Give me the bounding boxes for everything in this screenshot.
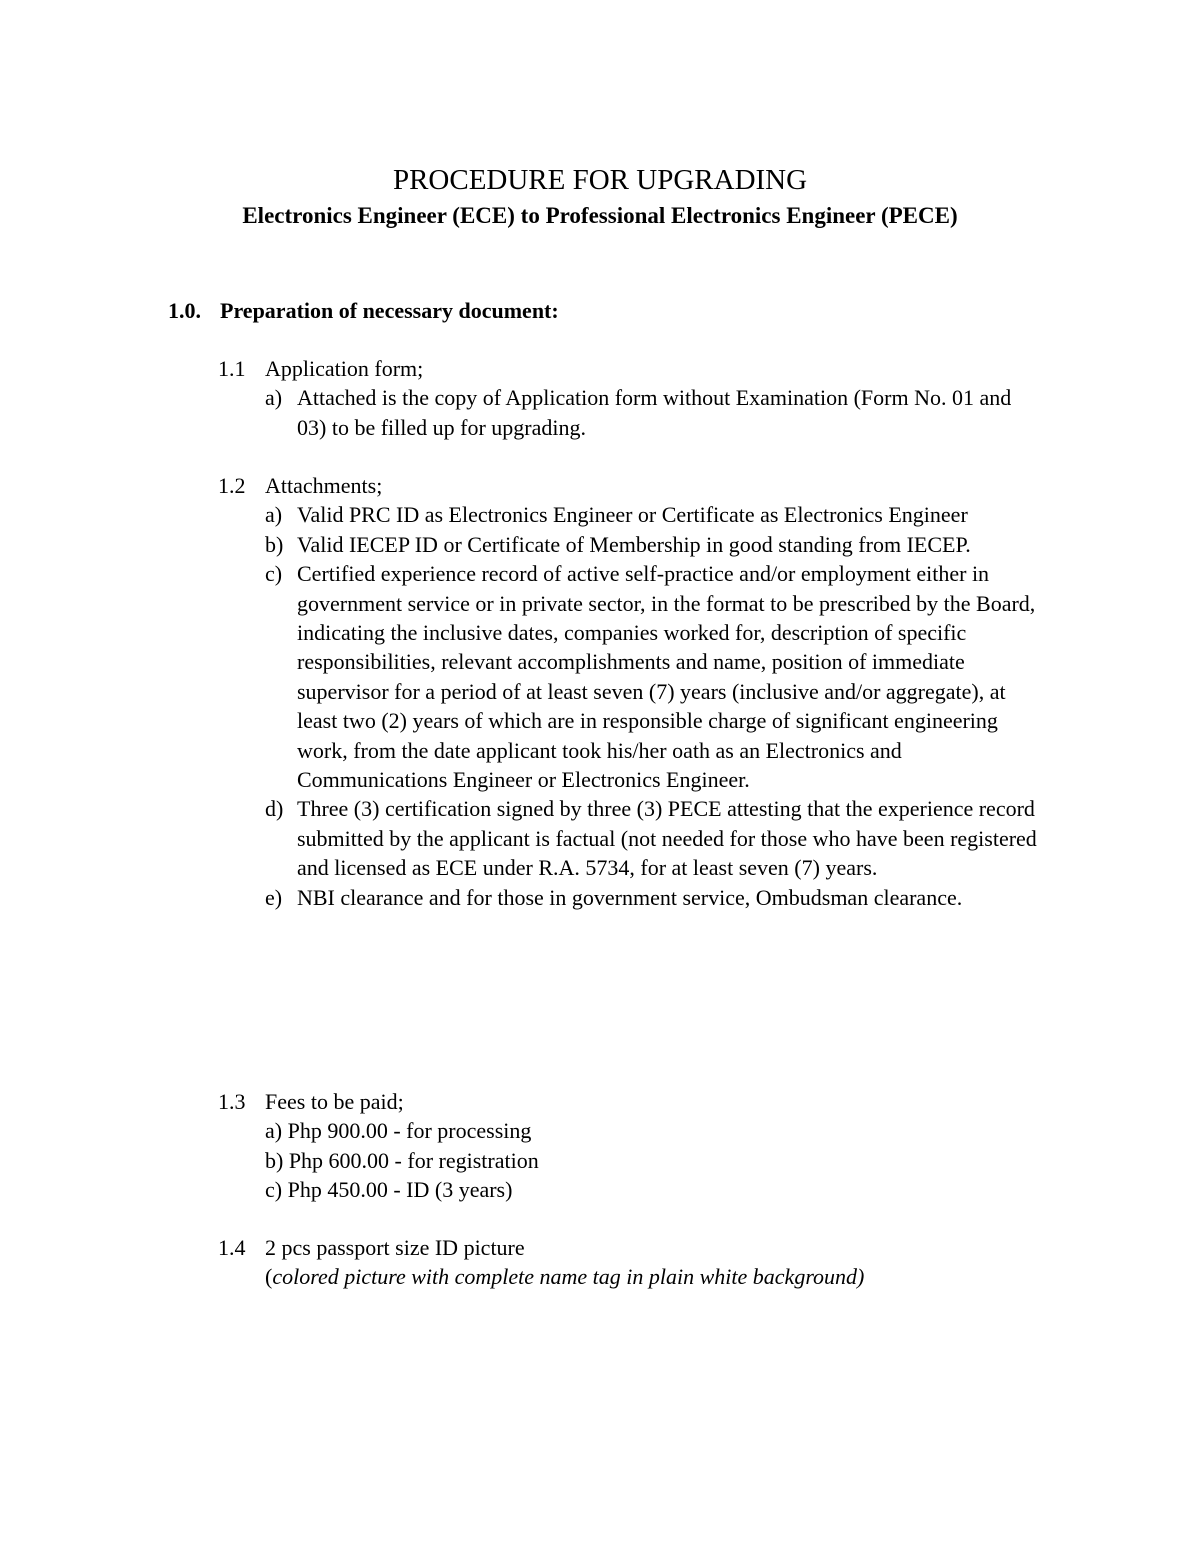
picture-note [218, 1262, 1038, 1291]
note-text: colored picture with complete name tag in plain white background) [272, 1264, 865, 1290]
fee-item: c) Php 450.00 - ID (3 years) [265, 1177, 513, 1203]
subsection-number: 1.1 [218, 356, 246, 381]
subsection-heading [218, 1087, 1038, 1116]
section-heading [168, 296, 559, 326]
item-marker: c) [265, 561, 283, 587]
list-item [218, 794, 1038, 882]
item-text: Certified experience record of active self-practice and/or employment either in government service or in private sector, in the format to be prescribed by the Board, indicating the inclusive dates, companies worked for, description of specific responsibilities, relevant accomplishments and name, position of immediate supervisor for a period of at least seven (7) years (inclusive and/or aggregate), at least two (2) years of which are in responsible charge of significant engineering work, from the date applicant took his/her oath as an Electronics and Communications Engineer or Electronics Engineer. [297, 561, 1036, 793]
document-title: PROCEDURE FOR UPGRADING [392, 164, 808, 196]
subsection-title: Attachments; [265, 473, 383, 498]
item-text: Valid IECEP ID or Certificate of Membership in good standing from IECEP. [297, 531, 971, 557]
subsection-title: 2 pcs passport size ID picture [265, 1235, 525, 1260]
item-text: Valid PRC ID as Electronics Engineer or Certificate as Electronics Engineer [297, 502, 968, 528]
section-number: 1.0. [168, 298, 201, 323]
subsection-heading [218, 1233, 1038, 1262]
subsection-heading [218, 354, 1038, 383]
item-marker: a) [265, 385, 283, 411]
subsection-id-picture [218, 1233, 1038, 1292]
subsection-title: Application form; [265, 356, 424, 381]
subsection-number: 1.3 [218, 1089, 246, 1114]
document-subtitle: Electronics Engineer (ECE) to Professional Electronics Engineer (PECE) [242, 203, 958, 228]
list-item [218, 559, 1038, 794]
fee-item: b) Php 600.00 - for registration [265, 1147, 539, 1173]
item-text: Attached is the copy of Application form without Examination (Form No. 01 and 03) to be filled up for upgrading. [297, 385, 1012, 440]
subsection-application-form [218, 354, 1038, 442]
item-text: Three (3) certification signed by three (3) PECE attesting that the experience record submitted by the applicant is factual (not needed for those who have been registered and licensed as ECE under R.A. 5734, for at least seven (7) years. [297, 796, 1037, 881]
subsection-title: Fees to be paid; [265, 1089, 404, 1114]
item-text: NBI clearance and for those in government service, Ombudsman clearance. [297, 884, 963, 910]
item-marker: e) [265, 884, 283, 910]
section-title: Preparation of necessary document: [220, 298, 559, 323]
subsection-attachments [218, 471, 1038, 912]
subsection-fees [218, 1087, 1038, 1205]
item-marker: b) [265, 531, 284, 557]
list-item [218, 883, 1038, 912]
item-marker: a) [265, 502, 283, 528]
list-item [218, 530, 1038, 559]
note-paren: ( [265, 1264, 273, 1290]
subsection-number: 1.4 [218, 1235, 246, 1260]
fee-item: a) Php 900.00 - for processing [265, 1118, 532, 1144]
item-marker: d) [265, 796, 284, 822]
list-item [218, 383, 1038, 442]
subsection-heading [218, 471, 1038, 500]
subsection-number: 1.2 [218, 473, 246, 498]
list-item [218, 500, 1038, 529]
